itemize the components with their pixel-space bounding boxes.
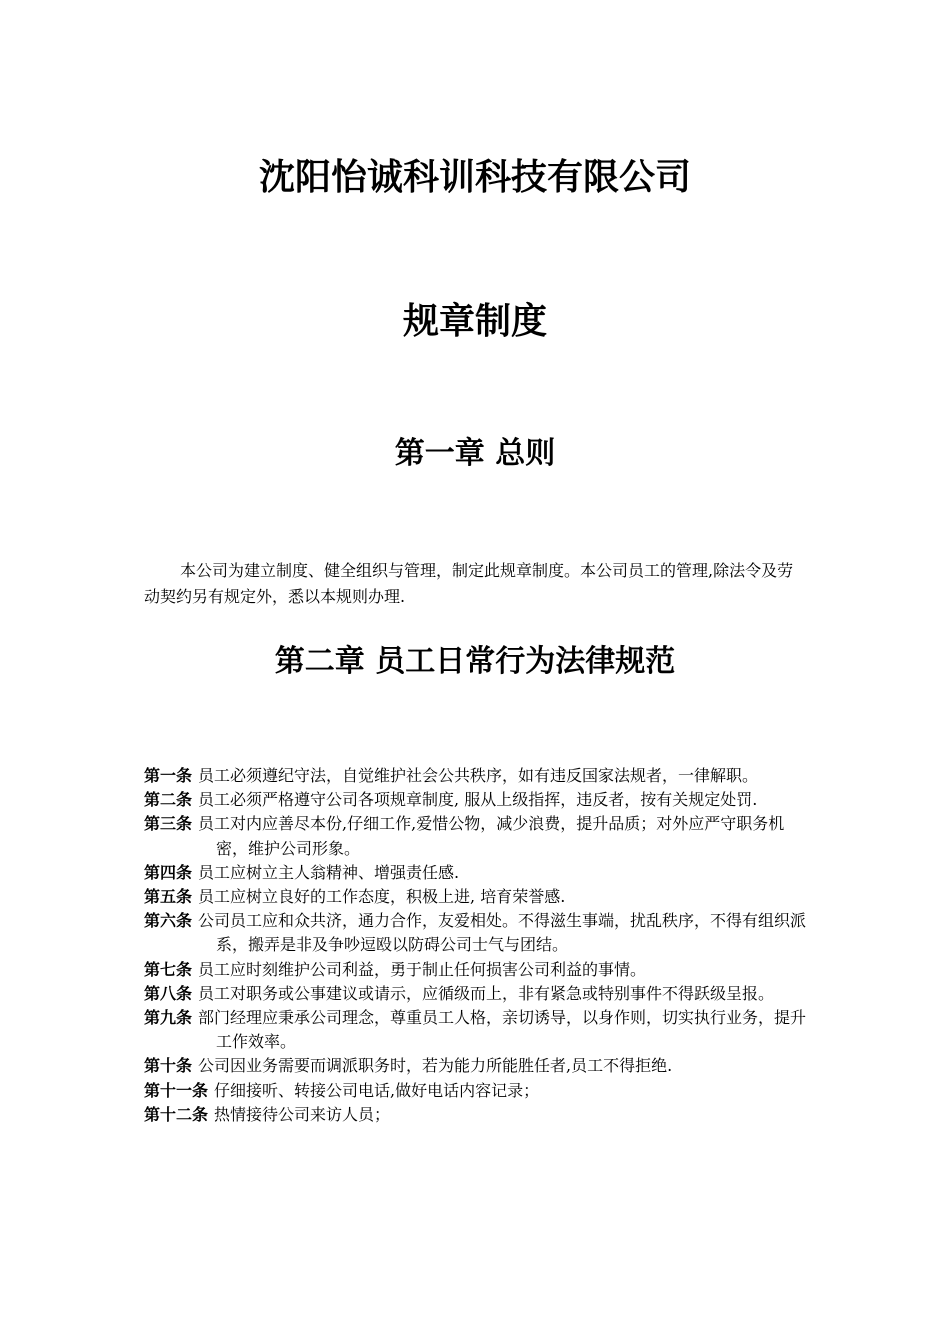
article-label: 第一条	[144, 766, 193, 785]
article-label: 第六条	[144, 911, 193, 931]
article-text: 员工应树立良好的工作态度，积极上进, 培育荣誉感.	[198, 887, 566, 907]
article-item	[144, 982, 812, 1006]
article-text: 员工对职务或公事建议或请示，应循级而上，非有紧急或特别事件不得跃级呈报。	[198, 983, 775, 1003]
article-label: 第四条	[144, 862, 193, 882]
article-label: 第七条	[144, 959, 193, 979]
article-label: 第二条	[144, 790, 193, 810]
article-text: 员工必须遵纪守法，自觉维护社会公共秩序，如有违反国家法规者，一律解职。	[198, 766, 759, 785]
article-item	[144, 958, 812, 982]
article-item	[144, 909, 812, 957]
chapter-2-heading: 第二章 员工日常行为法律规范	[274, 644, 676, 679]
article-label: 第十一条	[144, 1080, 209, 1100]
article-text: 员工应树立主人翁精神、增强责任感.	[198, 862, 460, 882]
article-label: 第十二条	[144, 1104, 209, 1124]
article-item	[144, 1006, 812, 1054]
article-label: 第九条	[144, 1008, 193, 1028]
article-label: 第八条	[144, 983, 193, 1003]
article-text: 员工必须严格遵守公司各项规章制度, 服从上级指挥，违反者，按有关规定处罚.	[198, 790, 758, 810]
article-item	[144, 1103, 812, 1127]
article-text: 公司员工应和众共济，通力合作，友爱相处。不得滋生事端，扰乱秩序，不得有组织派系，搬弄是非及争吵逗殴以防碍公司士气与团结。	[198, 911, 807, 955]
article-label: 第三条	[144, 814, 193, 834]
company-title: 沈阳怡诚科训科技有限公司	[258, 157, 691, 198]
article-label: 第十条	[144, 1056, 193, 1076]
article-text: 部门经理应秉承公司理念，尊重员工人格，亲切诱导，以身作则，切实执行业务，提升工作效率。	[198, 1008, 807, 1052]
article-item	[144, 1079, 812, 1103]
article-text: 仔细接听、转接公司电话,做好电话内容记录；	[214, 1080, 540, 1100]
document-title: 规章制度	[402, 301, 547, 342]
article-item	[144, 861, 812, 885]
article-item	[144, 812, 812, 860]
chapter-1-heading: 第一章 总则	[394, 436, 556, 471]
article-item	[144, 788, 812, 812]
article-label: 第五条	[144, 887, 193, 907]
chapter-1-intro: 本公司为建立制度、健全组织与管理，制定此规章制度。本公司员工的管理,除法令及劳动契约另有规定外，悉以本规则办理.	[144, 561, 794, 606]
article-text: 员工对内应善尽本份,仔细工作,爱惜公物，减少浪费，提升品质；对外应严守职务机密，维护公司形象。	[198, 814, 785, 858]
article-text: 热情接待公司来访人员；	[214, 1104, 391, 1124]
article-item	[144, 1054, 812, 1078]
article-text: 员工应时刻维护公司利益，勇于制止任何损害公司利益的事情。	[198, 959, 647, 979]
article-item	[144, 764, 812, 788]
article-list	[144, 764, 812, 1127]
article-item	[144, 885, 812, 909]
article-text: 公司因业务需要而调派职务时，若为能力所能胜任者,员工不得拒绝.	[198, 1056, 673, 1076]
